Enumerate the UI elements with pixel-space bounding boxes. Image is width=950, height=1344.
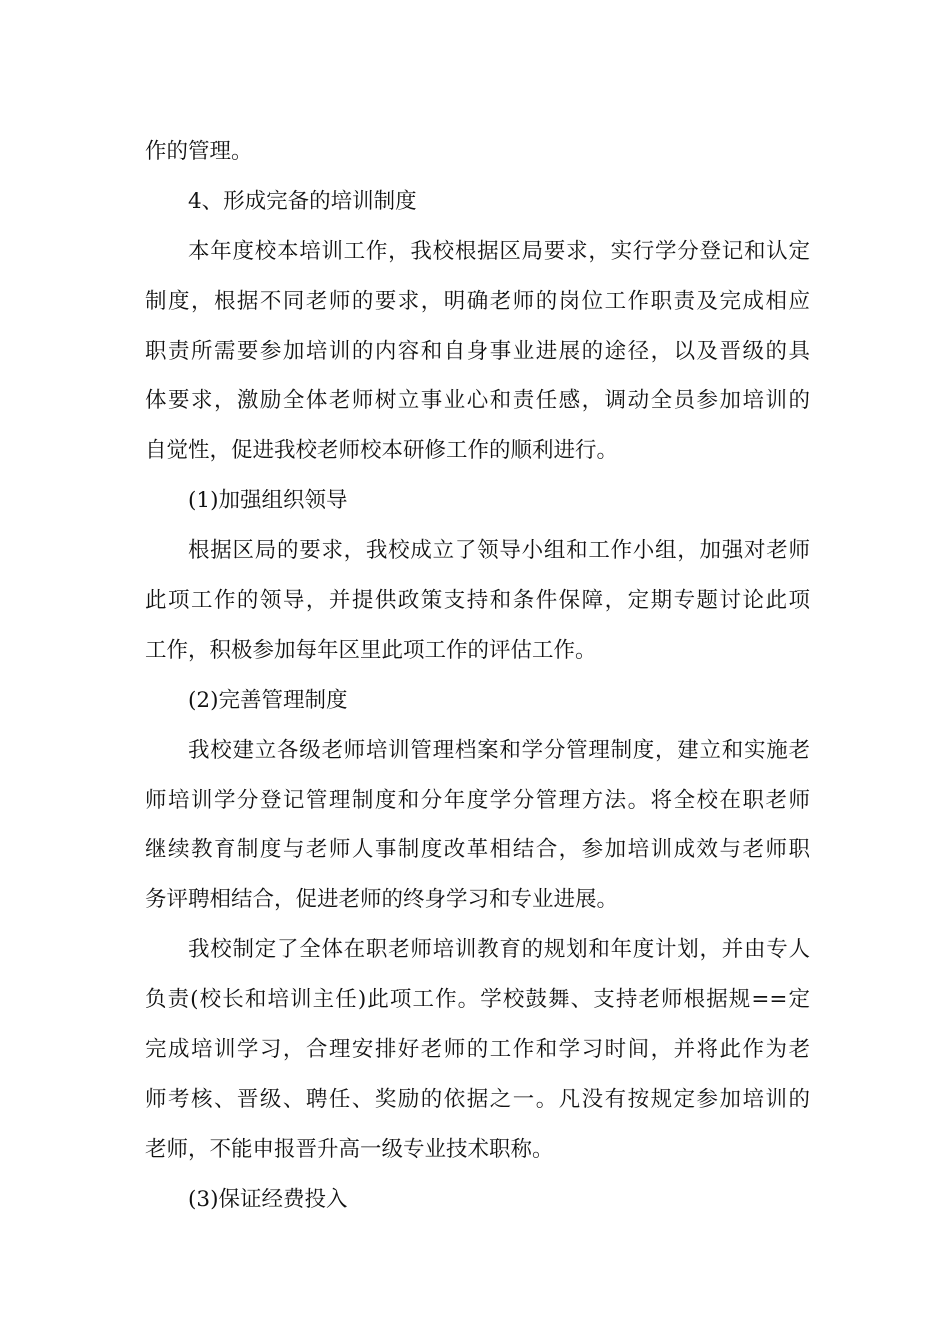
paragraph-line: 制度，根据不同老师的要求，明确老师的岗位工作职责及完成相应 bbox=[145, 288, 810, 314]
subsection-heading: (1)加强组织领导 bbox=[188, 488, 348, 514]
paragraph-line: 老师，不能申报晋升高一级专业技术职称。 bbox=[145, 1136, 554, 1162]
paragraph-line: 本年度校本培训工作，我校根据区局要求，实行学分登记和认定 bbox=[188, 238, 810, 264]
section-heading: 4、形成完备的培训制度 bbox=[188, 188, 417, 214]
paragraph-line: 工作，积极参加每年区里此项工作的评估工作。 bbox=[145, 637, 597, 663]
paragraph-line: 我校建立各级老师培训管理档案和学分管理制度，建立和实施老 bbox=[188, 737, 810, 763]
paragraph-line: 继续教育制度与老师人事制度改革相结合，参加培训成效与老师职 bbox=[145, 837, 810, 863]
paragraph-line: 师考核、晋级、聘任、奖励的依据之一。凡没有按规定参加培训的 bbox=[145, 1086, 810, 1112]
subsection-heading: (2)完善管理制度 bbox=[188, 687, 348, 713]
document-body bbox=[145, 127, 810, 1225]
paragraph-line: 职责所需要参加培训的内容和自身事业进展的途径，以及晋级的具 bbox=[145, 338, 810, 364]
paragraph-line: 负责(校长和培训主任)此项工作。学校鼓舞、支持老师根据规==定 bbox=[145, 987, 810, 1013]
subsection-heading: (3)保证经费投入 bbox=[188, 1186, 348, 1212]
text-line: 作的管理。 bbox=[145, 139, 253, 164]
paragraph-line: 务评聘相结合，促进老师的终身学习和专业进展。 bbox=[145, 887, 619, 913]
paragraph-line: 体要求，激励全体老师树立事业心和责任感，调动全员参加培训的 bbox=[145, 388, 810, 414]
paragraph-line: 根据区局的要求，我校成立了领导小组和工作小组，加强对老师 bbox=[188, 538, 810, 564]
paragraph-line: 自觉性，促进我校老师校本研修工作的顺利进行。 bbox=[145, 438, 619, 464]
paragraph-line: 师培训学分登记管理制度和分年度学分管理方法。将全校在职老师 bbox=[145, 787, 810, 813]
paragraph-line: 完成培训学习，合理安排好老师的工作和学习时间，并将此作为老 bbox=[145, 1037, 810, 1063]
paragraph-line: 此项工作的领导，并提供政策支持和条件保障，定期专题讨论此项 bbox=[145, 588, 810, 614]
paragraph-line: 我校制定了全体在职老师培训教育的规划和年度计划，并由专人 bbox=[188, 937, 810, 963]
